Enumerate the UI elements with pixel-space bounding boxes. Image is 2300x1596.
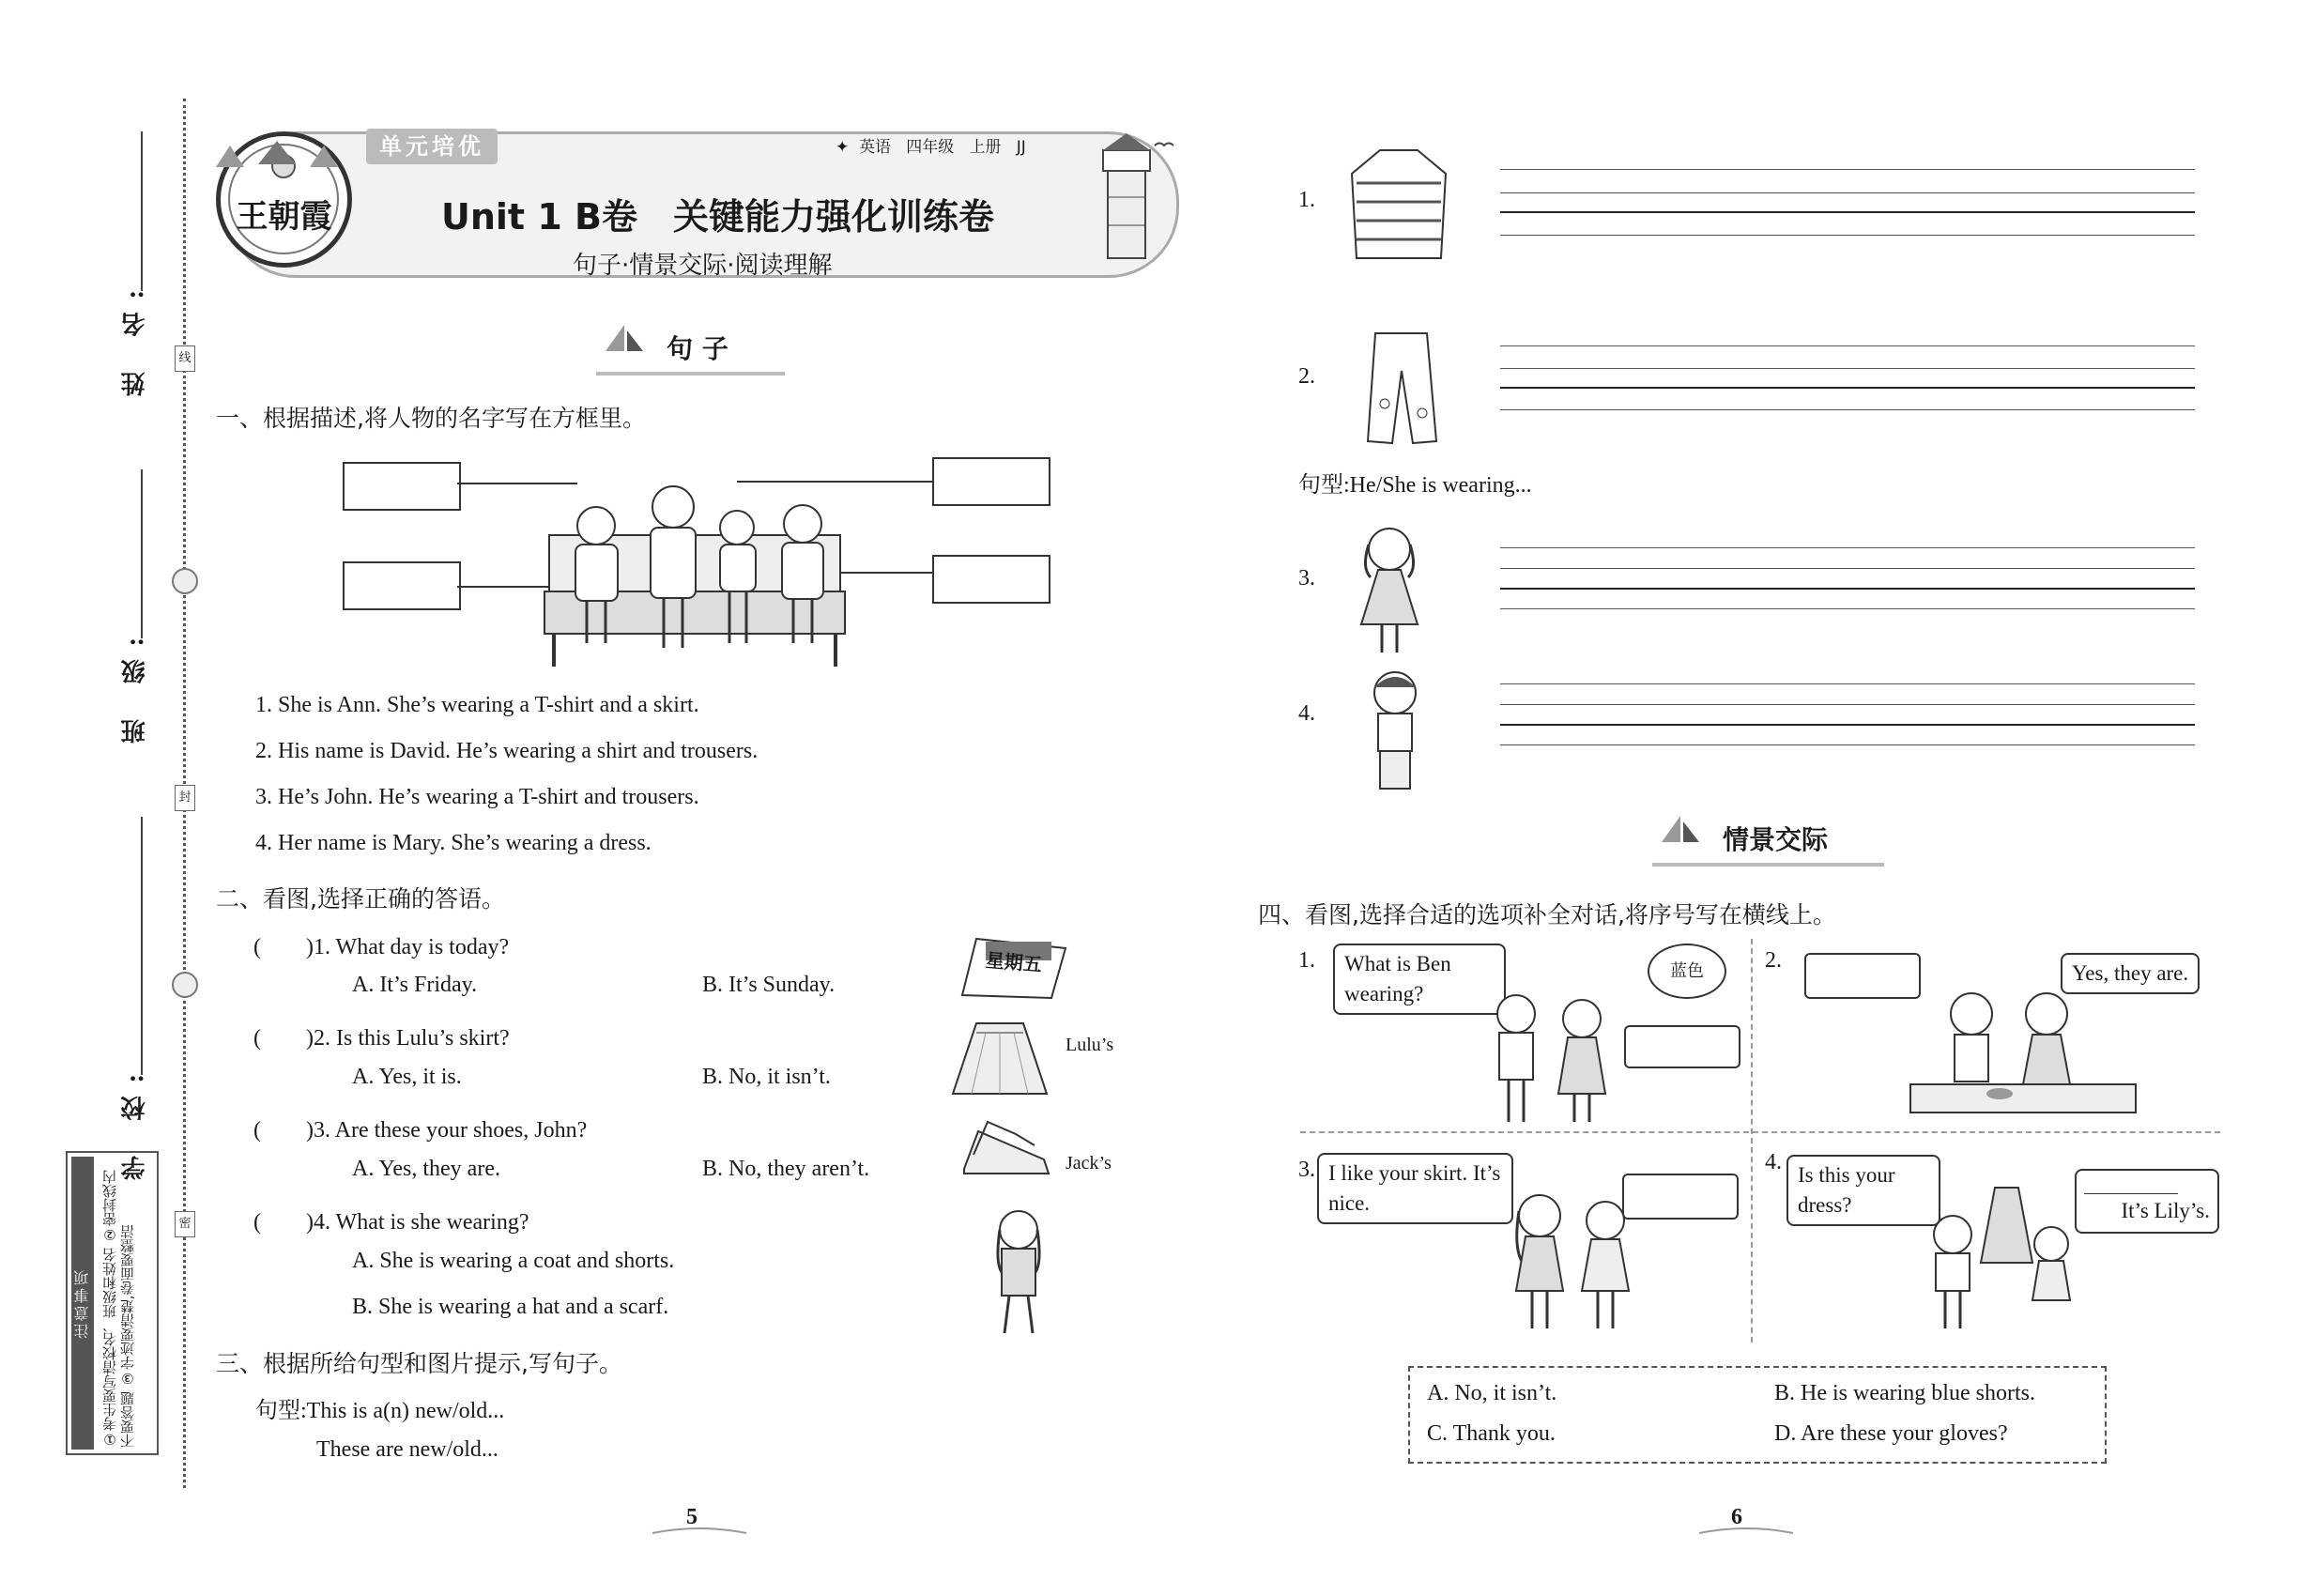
writing-line[interactable]: [1500, 169, 2195, 170]
calendar-label: 星期五: [984, 948, 1043, 976]
name-line[interactable]: [141, 131, 143, 291]
cut-mark-seal: 封: [175, 785, 195, 811]
grade: 四年级: [906, 138, 955, 157]
part2-question-3[interactable]: ( )3. Are these your shoes, John?: [253, 1118, 588, 1143]
scene-2-answer-bubble[interactable]: [1804, 953, 1921, 999]
scene-4-reply-bubble: [2075, 1169, 2219, 1234]
section-heading-text: 句 子: [667, 333, 728, 364]
writing-line[interactable]: [1500, 387, 2195, 389]
page-number-ornament: [1694, 1526, 1798, 1539]
part3-number-2: 2.: [1298, 364, 1315, 389]
page-subtitle: 句子·情景交际·阅读理解: [573, 252, 833, 280]
skirt-image: [948, 1019, 1051, 1102]
school-line[interactable]: [141, 817, 143, 1075]
scene-1-answer-bubble[interactable]: [1624, 1025, 1740, 1068]
part1-item-2: 2. His name is David. He’s wearing a shirt and trousers.: [255, 739, 759, 763]
scene-1-children-illustration: [1479, 986, 1619, 1130]
part1-item-4: 4. Her name is Mary. She’s wearing a dress.: [255, 831, 652, 855]
notice-box: [66, 1151, 159, 1455]
skirt-owner-label: Lulu’s: [1066, 1035, 1114, 1055]
writing-line[interactable]: [1500, 345, 2195, 346]
scene-3-girls-illustration: [1502, 1183, 1643, 1337]
scene-horizontal-divider: [1300, 1131, 2220, 1133]
notice-tag: 注意事项: [71, 1157, 94, 1450]
section-heading-dialogue: [1723, 820, 1828, 857]
name-answer-box-2[interactable]: [343, 561, 461, 610]
section-heading-text: 情景交际: [1723, 824, 1829, 855]
star-icon: [207, 141, 347, 169]
section-heading-sentences: [667, 329, 728, 366]
scene-2-children-illustration: [1906, 976, 2140, 1121]
pattern-line-2: These are new/old...: [316, 1437, 498, 1462]
name-answer-box-4[interactable]: [932, 555, 1050, 604]
scene-2-number: 2.: [1765, 948, 1782, 973]
lighthouse-icon: [1080, 131, 1183, 267]
part2-q4-option-b: B. She is wearing a hat and a scarf.: [352, 1295, 669, 1319]
class-label: 班 级:: [121, 624, 149, 744]
part2-instruction: 二、看图,选择正确的答语。: [216, 885, 505, 913]
part2-q3-option-b: B. No, they aren’t.: [702, 1157, 870, 1181]
option-a: A. No, it isn’t.: [1427, 1381, 1557, 1405]
logo-crown-decoration: [207, 141, 347, 173]
heading-underline: [596, 372, 785, 376]
writing-line[interactable]: [1500, 588, 2195, 590]
option-c: C. Thank you.: [1427, 1421, 1556, 1446]
pattern-line-1: This is a(n) new/old...: [306, 1399, 505, 1423]
shoes-image: [959, 1117, 1053, 1187]
writing-line[interactable]: [1500, 608, 2195, 609]
shoes-owner-label: Jack’s: [1066, 1153, 1112, 1174]
name-answer-box-3[interactable]: [932, 457, 1050, 506]
series-label: 单元培优: [366, 129, 498, 164]
scene-4-reply-text: It’s Lily’s.: [2121, 1199, 2210, 1222]
name-label: 姓 名:: [121, 277, 149, 396]
page-number-left: 5: [686, 1505, 698, 1529]
children-on-bench-illustration: [455, 469, 934, 675]
part3-number-4: 4.: [1298, 701, 1315, 726]
scene-3-number: 3.: [1298, 1158, 1315, 1182]
heading-underline: [1652, 863, 1884, 867]
course-info: [836, 133, 1026, 157]
writing-line[interactable]: [1500, 744, 2195, 745]
part2-q2-option-a: A. Yes, it is.: [352, 1065, 462, 1089]
sailboat-icon: [601, 323, 648, 361]
writing-line[interactable]: [1500, 724, 2195, 726]
option-d: D. Are these your gloves?: [1774, 1421, 2008, 1446]
part3-pattern-2: 句型:He/She is wearing...: [1298, 473, 1532, 498]
edition: JJ: [1016, 138, 1026, 157]
writing-line[interactable]: [1500, 192, 2195, 193]
boy-image: [1359, 667, 1430, 797]
notice-text: ①考生要写清校名、班级和姓名 ②密封线内不要答题 ③字迹要清楚,卷面要整洁: [101, 1170, 136, 1448]
term: 上册: [969, 138, 1002, 157]
cut-mark-line: 线: [175, 345, 195, 372]
part4-instruction: 四、看图,选择合适的选项补全对话,将序号写在横线上。: [1258, 901, 1836, 928]
part2-q3-option-a: A. Yes, they are.: [352, 1157, 500, 1181]
calendar-friday-image: [958, 934, 1070, 1004]
part3-number-3: 3.: [1298, 566, 1315, 591]
options-box: [1408, 1366, 2107, 1464]
part1-item-1: 1. She is Ann. She’s wearing a T-shirt and a skirt.: [255, 693, 699, 717]
cut-mark-secret: 密: [175, 1211, 195, 1237]
scene-1-thought-bubble: 蓝色: [1648, 944, 1726, 999]
trousers-image: [1357, 329, 1441, 454]
class-line[interactable]: [141, 469, 143, 638]
writing-line[interactable]: [1500, 704, 2195, 705]
page-title: Unit 1 B卷 关键能力强化训练卷: [441, 196, 994, 238]
part1-instruction: 一、根据描述,将人物的名字写在方框里。: [216, 405, 646, 432]
page-number-right: 6: [1731, 1505, 1742, 1529]
sailboat-icon: [1657, 814, 1704, 852]
girl-in-dress-image: [1352, 521, 1427, 661]
option-b: B. He is wearing blue shorts.: [1774, 1381, 2035, 1405]
subject: 英语: [859, 138, 892, 157]
writing-line[interactable]: [1500, 568, 2195, 569]
scene-4-speech-bubble: Is this your dress?: [1786, 1155, 1940, 1226]
scene-1-speech-bubble: What is Ben wearing?: [1333, 944, 1506, 1015]
striped-shirt-image: [1347, 146, 1450, 271]
girl-in-coat-image: [981, 1206, 1056, 1342]
writing-line[interactable]: [1500, 409, 2195, 410]
part2-question-4[interactable]: ( )4. What is she wearing?: [253, 1210, 529, 1235]
scene-1-number: 1.: [1298, 948, 1315, 973]
writing-line[interactable]: [1500, 547, 2195, 548]
scene-2-speech-bubble: Yes, they are.: [2061, 953, 2200, 994]
part1-item-3: 3. He’s John. He’s wearing a T-shirt and trousers.: [255, 785, 699, 809]
part2-q4-option-a: A. She is wearing a coat and shorts.: [352, 1249, 675, 1273]
writing-line[interactable]: [1500, 683, 2195, 684]
binding-hole-icon: [172, 972, 198, 998]
writing-line[interactable]: [1500, 368, 2195, 369]
name-answer-box-1[interactable]: [343, 462, 461, 511]
part2-q2-option-b: B. No, it isn’t.: [702, 1065, 831, 1089]
page-number-ornament: [648, 1526, 751, 1539]
part2-question-1[interactable]: ( )1. What day is today?: [253, 935, 510, 959]
part3-pattern: [255, 1391, 504, 1424]
scene-3-speech-bubble: I like your skirt. It’s nice.: [1317, 1153, 1513, 1224]
school-label: 学 校:: [121, 1061, 149, 1180]
part3-instruction: 三、根据所给句型和图片提示,写句子。: [216, 1350, 622, 1377]
pattern-label: 句型:: [255, 1399, 307, 1423]
scene-4-answer-line[interactable]: [2084, 1193, 2178, 1194]
part3-number-1: 1.: [1298, 188, 1315, 212]
part2-q1-option-a: A. It’s Friday.: [352, 973, 478, 997]
part2-q1-option-b: B. It’s Sunday.: [702, 973, 836, 997]
scene-4-number: 4.: [1765, 1150, 1782, 1174]
sparkle-icon: ✦: [836, 138, 850, 157]
scene-4-children-illustration: [1915, 1169, 2075, 1337]
part2-question-2[interactable]: ( )2. Is this Lulu’s skirt?: [253, 1026, 510, 1051]
writing-line[interactable]: [1500, 235, 2195, 236]
logo-text: 王朝霞: [236, 198, 332, 236]
scene-vertical-divider: [1751, 939, 1753, 1343]
binding-hole-icon: [172, 568, 198, 594]
writing-line[interactable]: [1500, 211, 2195, 213]
